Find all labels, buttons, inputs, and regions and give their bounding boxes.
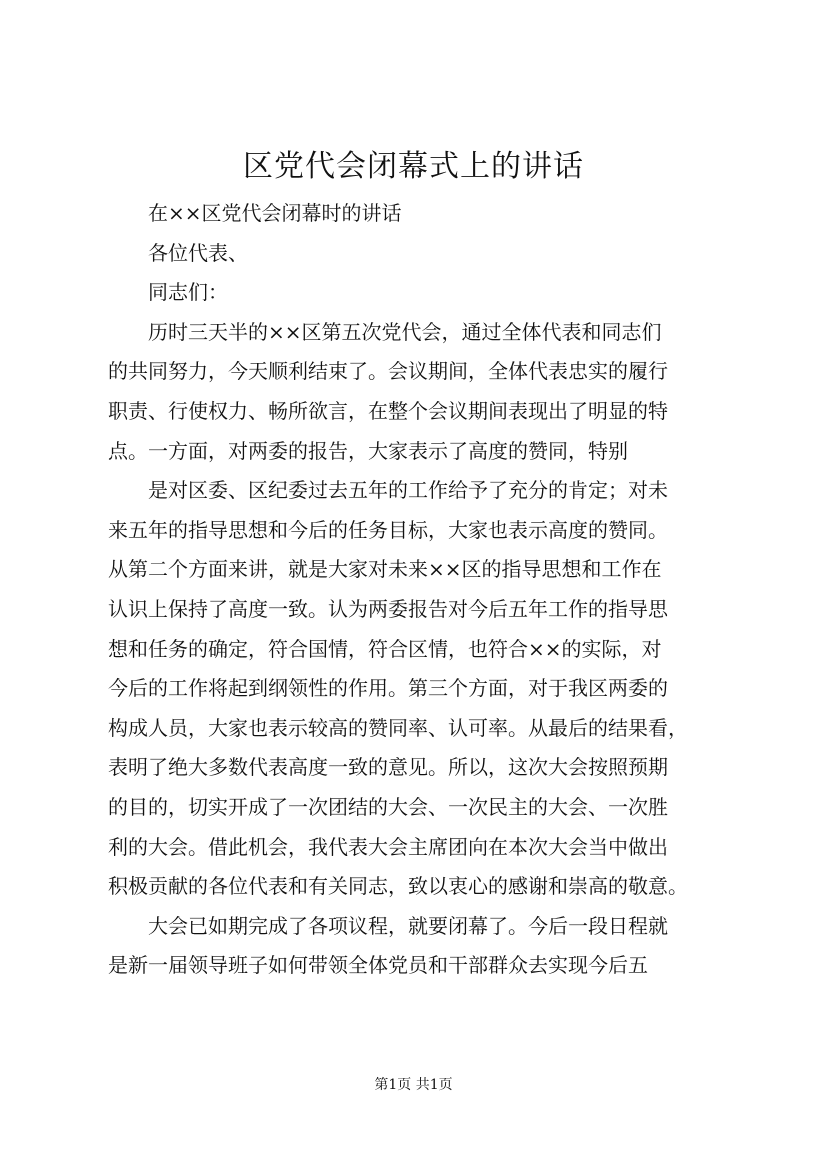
text-line: 是对区委、区纪委过去五年的工作给予了充分的肯定；对未 [148,478,668,503]
text-line: 来五年的指导思想和今后的任务目标，大家也表示高度的赞同。 [108,517,668,542]
text-line: 的目的，切实开成了一次团结的大会、一次民主的大会、一次胜 [108,794,668,819]
text-line: 职责、行使权力、畅所欲言，在整个会议期间表现出了明显的特 [108,398,668,423]
text-line: 今后的工作将起到纲领性的作用。第三个方面，对于我区两委的 [108,676,668,701]
text-line: 从第二个方面来讲，就是大家对未来××区的指导思想和工作在 [108,557,662,582]
text-line: 历时三天半的××区第五次党代会，通过全体代表和同志们 [148,319,662,344]
text-line: 认识上保持了高度一致。认为两委报告对今后五年工作的指导思 [108,596,668,621]
text-line: 的共同努力，今天顺利结束了。会议期间，全体代表忠实的履行 [108,359,668,384]
document-body [108,194,738,986]
document-title: 区党代会闭幕式上的讲话 [243,149,584,184]
text-line: 表明了绝大多数代表高度一致的意见。所以，这次大会按照预期 [108,755,668,780]
text-line: 在××区党代会闭幕时的讲话 [148,201,402,225]
text-line: 点。一方面，对两委的报告，大家表示了高度的赞同，特别 [108,438,628,463]
text-line: 利的大会。借此机会，我代表大会主席团向在本次大会当中做出 [108,834,668,859]
text-line: 构成人员，大家也表示较高的赞同率、认可率。从最后的结果看， [108,715,688,740]
text-line: 各位代表、 [148,240,248,265]
text-line: 想和任务的确定，符合国情，符合区情，也符合××的实际，对 [108,636,662,661]
text-line: 积极贡献的各位代表和有关同志，致以衷心的感谢和崇高的敬意。 [108,874,688,899]
text-line: 大会已如期完成了各项议程，就要闭幕了。今后一段日程就 [148,913,668,938]
text-line: 同志们： [148,280,228,305]
text-line: 是新一届领导班子如何带领全体党员和干部群众去实现今后五 [108,953,648,978]
page-number-footer: 第1页 共1页 [374,1077,453,1093]
